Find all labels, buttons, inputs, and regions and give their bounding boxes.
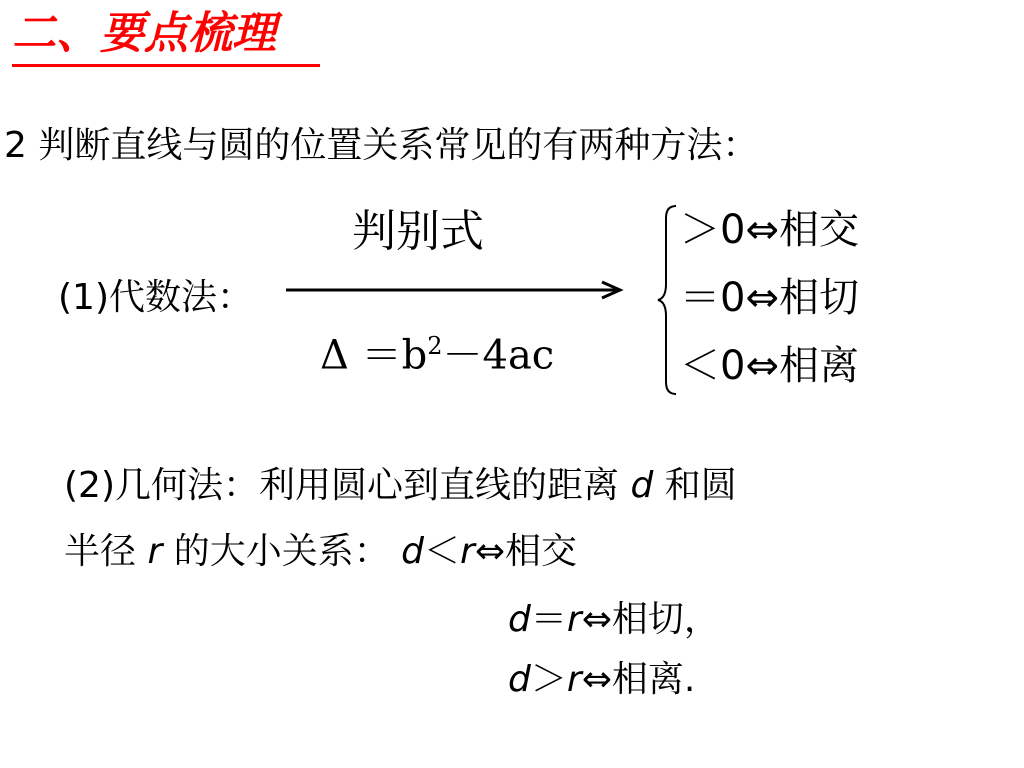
intro-text: 2 判断直线与圆的位置关系常见的有两种方法： xyxy=(4,125,759,166)
relation-d: d xyxy=(401,531,425,572)
relation-r: r xyxy=(460,531,475,572)
geometric-method-line1 xyxy=(64,462,737,510)
discriminant-exponent: 2 xyxy=(427,332,443,360)
relation-separate xyxy=(508,656,695,704)
relation-op: ＜ xyxy=(424,531,461,572)
relation-d: d xyxy=(508,599,531,640)
radius-variable: r xyxy=(147,531,163,572)
relation-tangent xyxy=(508,596,720,644)
arrow-top-label: 判别式 xyxy=(352,206,484,257)
geometric-method-line2 xyxy=(64,528,577,576)
relation-r: r xyxy=(566,599,582,640)
discriminant-prefix: Δ ＝b xyxy=(320,332,428,379)
algebraic-method-label: (1)代数法： xyxy=(58,277,253,318)
geometric-text-2-mid: 的大小关系： xyxy=(162,531,402,572)
discriminant-suffix: －4ac xyxy=(442,332,555,379)
slide-heading: 二、要点梳理 xyxy=(12,8,276,59)
left-brace-icon xyxy=(656,204,680,396)
heading-underline xyxy=(12,64,320,67)
right-arrow-icon xyxy=(282,278,628,302)
distance-variable: d xyxy=(630,465,654,506)
relation-result: ⇔相交 xyxy=(474,531,578,572)
geometric-text-1: (2)几何法：利用圆心到直线的距离 xyxy=(64,465,631,506)
relation-d: d xyxy=(508,659,531,700)
case-tangent: ＝0⇔相切 xyxy=(680,275,859,321)
case-intersect: ＞0⇔相交 xyxy=(680,207,859,253)
discriminant-formula xyxy=(320,320,554,381)
relation-r: r xyxy=(566,659,582,700)
case-separate: ＜0⇔相离 xyxy=(680,343,859,389)
relation-op: ＞ xyxy=(530,659,567,700)
relation-result: ⇔相切， xyxy=(581,599,720,640)
relation-result: ⇔相离. xyxy=(581,659,696,700)
geometric-text-2: 半径 xyxy=(64,531,148,572)
relation-op: ＝ xyxy=(530,599,567,640)
geometric-text-1-end: 和圆 xyxy=(653,465,737,506)
